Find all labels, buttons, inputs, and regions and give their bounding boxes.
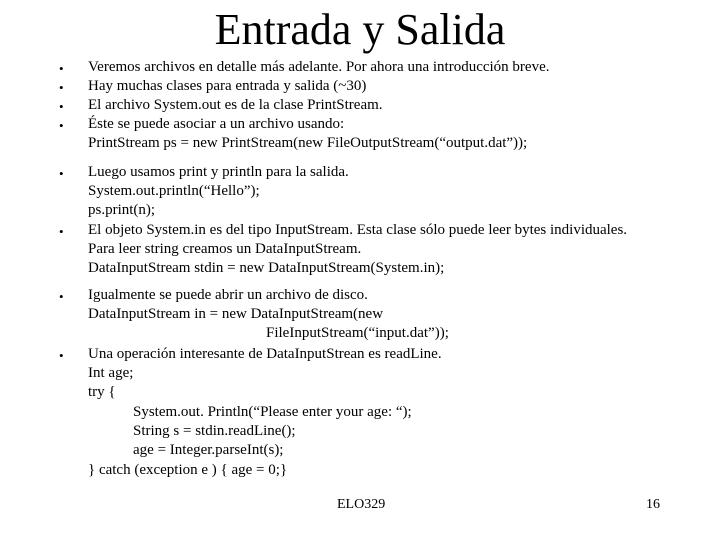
bullet-text: Igualmente se puede abrir un archivo de disco. [88, 287, 368, 303]
footer-course-label: ELO329 [337, 497, 386, 512]
slide-title: Entrada y Salida [214, 5, 506, 54]
code-line: PrintStream ps = new PrintStream(new FileOutputStream(“output.dat”)); [88, 135, 528, 151]
bullet-marker: • [59, 289, 64, 304]
bullet-text: Luego usamos print y println para la salida. [88, 164, 349, 180]
bullet-marker: • [59, 348, 64, 363]
code-line: Int age; [88, 365, 134, 381]
code-line: System.out. Println(“Please enter your age: “); [133, 404, 412, 420]
bullet-text: Éste se puede asociar a un archivo usando: [88, 116, 345, 132]
bullet-text: Para leer string creamos un DataInputStream. [88, 241, 362, 257]
bullet-marker: • [59, 99, 64, 114]
code-line: DataInputStream stdin = new DataInputStream(System.in); [88, 260, 445, 276]
code-line: age = Integer.parseInt(s); [133, 442, 284, 458]
bullet-marker: • [59, 61, 64, 76]
code-line: String s = stdin.readLine(); [133, 423, 296, 439]
code-line: DataInputStream in = new DataInputStream(new [88, 306, 384, 322]
bullet-marker: • [59, 224, 64, 239]
bullet-marker: • [59, 80, 64, 95]
code-line: FileInputStream(“input.dat”)); [266, 325, 449, 341]
bullet-marker: • [59, 118, 64, 133]
bullet-text: Veremos archivos en detalle más adelante. Por ahora una introducción breve. [88, 59, 550, 75]
code-line: } catch (exception e ) { age = 0;} [88, 462, 288, 478]
code-line: ps.print(n); [88, 202, 156, 218]
bullet-text: El objeto System.in es del tipo InputStream. Esta clase sólo puede leer bytes individuales. [88, 222, 628, 238]
bullet-text: Hay muchas clases para entrada y salida (~30) [88, 78, 367, 94]
bullet-text: Una operación interesante de DataInputStrean es readLine. [88, 346, 442, 362]
bullet-marker: • [59, 166, 64, 181]
bullet-text: El archivo System.out es de la clase PrintStream. [88, 97, 383, 113]
page-number: 16 [646, 497, 660, 512]
code-line: try { [88, 384, 116, 400]
code-line: System.out.println(“Hello”); [88, 183, 260, 199]
